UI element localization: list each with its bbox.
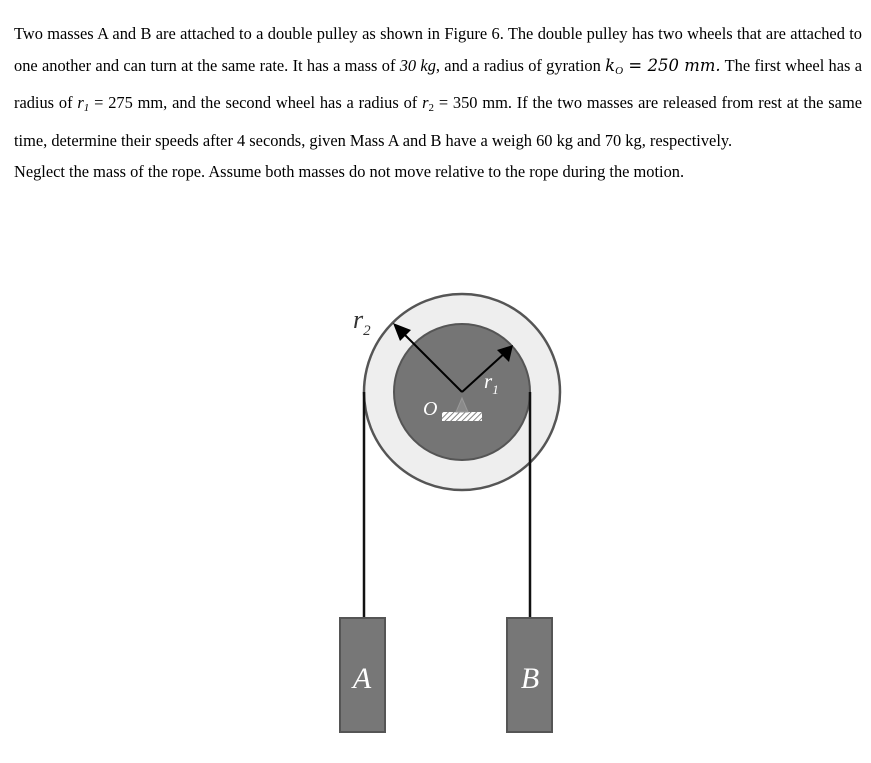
- r2-subscript: 2: [428, 102, 434, 114]
- problem-paragraph-2: Neglect the mass of the rope. Assume both masses do not move relative to the rope during the motion.: [14, 162, 685, 181]
- support-hatch: [442, 412, 482, 421]
- r1-label: $r_1$: [484, 369, 499, 397]
- r1-value-text: = 275 mm, and the second wheel has a radius of: [89, 93, 423, 112]
- mass-a-label: A: [352, 662, 372, 695]
- text-first-wheel: The first wheel has a radius of: [14, 55, 862, 112]
- pulley-mass-value: 30 kg: [399, 55, 436, 75]
- gyration-subscript: O: [615, 64, 624, 77]
- gyration-symbol: k: [605, 55, 616, 75]
- r1-subscript: 1: [83, 102, 90, 114]
- text-intro: Two masses A and B are attached to a double pulley as shown in Figure 6. The double pulley has two wheels that are attached to one another and can turn at the same rate. It has a mass of: [14, 24, 862, 75]
- r2-label: $r_2$: [353, 305, 371, 339]
- center-label-o: O: [423, 398, 438, 420]
- gyration-value: = 250 mm.: [623, 55, 721, 75]
- r2-symbol: r: [422, 93, 429, 112]
- text-gyration-intro: , and a radius of gyration: [435, 55, 606, 75]
- mass-b-label: B: [520, 662, 540, 695]
- r2-value-text: = 350 mm. If the two masses are released from rest at the same time, determine their speeds after 4 seconds, given Mass A and B have a weigh 60 kg and 70 kg, respectively.: [14, 93, 862, 150]
- r1-symbol: r: [77, 93, 84, 112]
